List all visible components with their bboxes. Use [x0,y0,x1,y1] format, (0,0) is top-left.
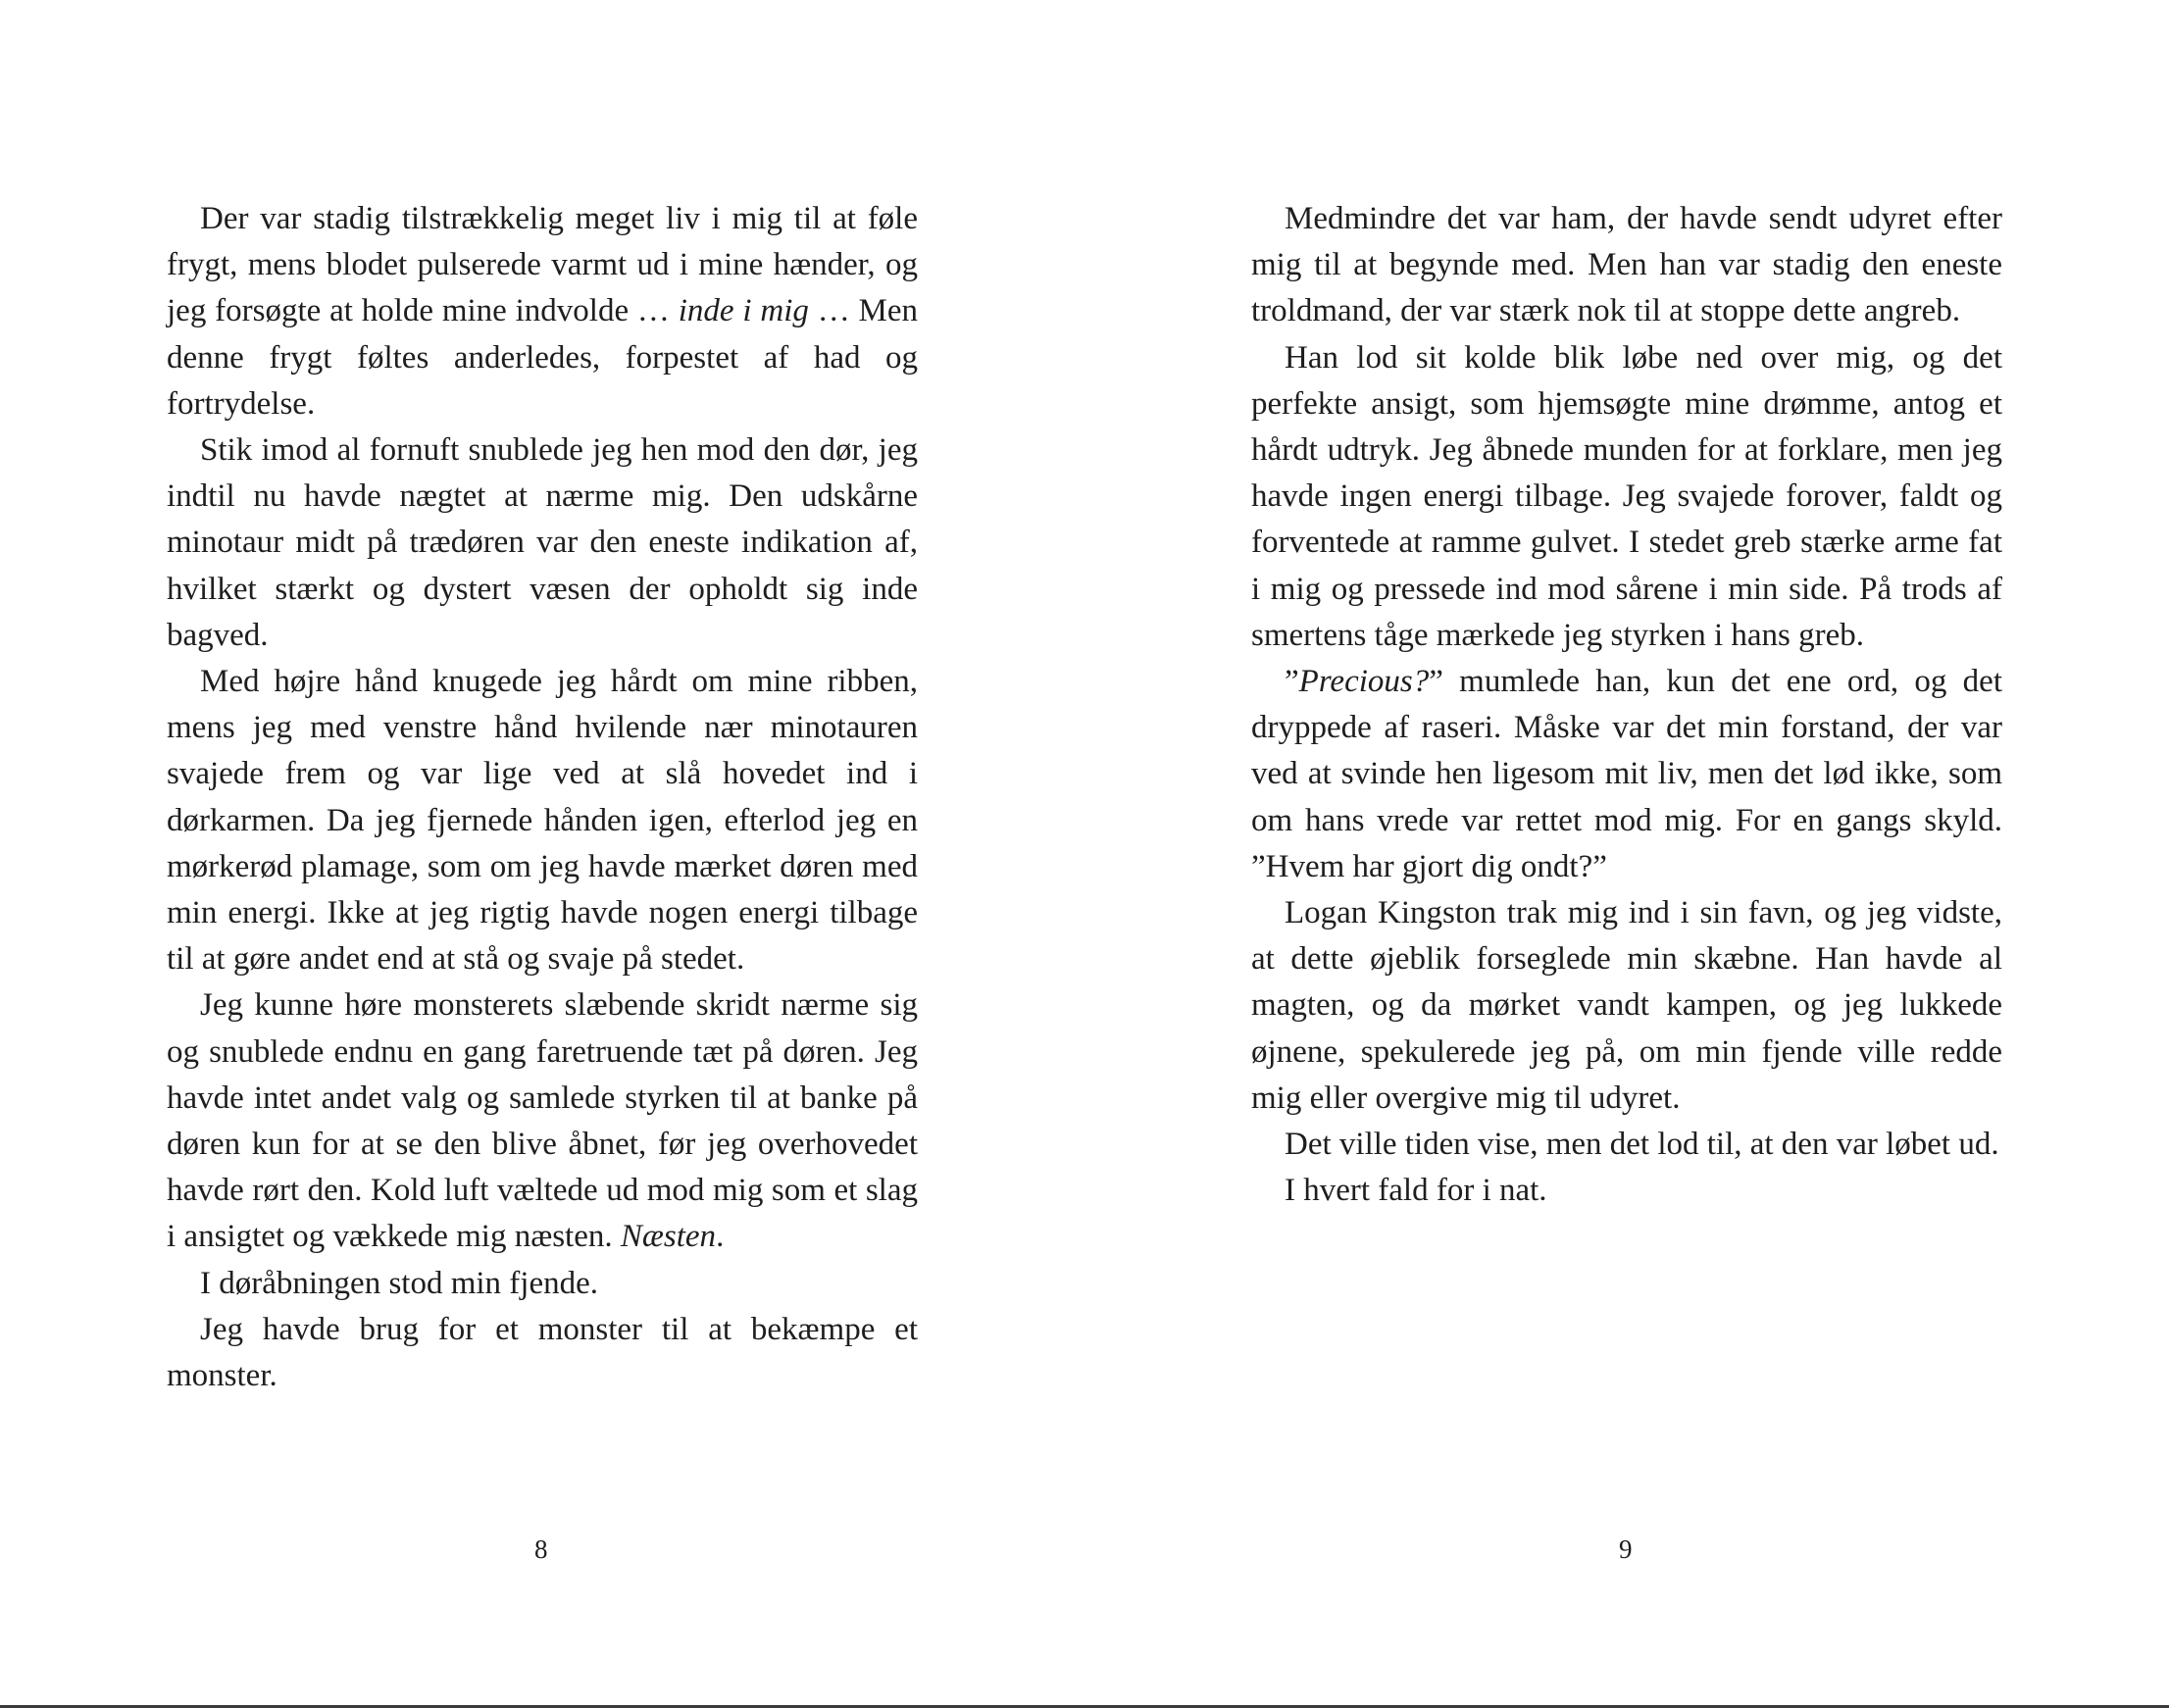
paragraph: Han lod sit kolde blik løbe ned over mig, og det perfekte ansigt, som hjemsøgte mine drømme, antog et hårdt udtryk. Jeg åbnede munden for at forklare, men jeg havde ingen energi tilbage. Jeg svajede forover, faldt og forventede at ramme gulvet. I stedet greb stærke arme fat i mig og pressede ind mod sårene i min side. På trods af smertens tåge mærkede jeg styrken i hans greb. [1251,339,2002,653]
left-page-text [167,196,918,1399]
paragraph: Medmindre det var ham, der havde sendt udyret efter mig til at begynde med. Men han var stadig den eneste troldmand, der var stærk nok til at stoppe dette angreb. [1251,201,2002,329]
right-page [1084,0,2169,1708]
paragraph: Med højre hånd knugede jeg hårdt om mine ribben, mens jeg med venstre hånd hvilende nær minotauren svajede frem og var lige ved at slå hovedet ind i dørkarmen. Da jeg fjernede hånden igen, efterlod jeg en mørkerød plamage, som om jeg havde mærket døren med min energi. Ikke at jeg rigtig havde nogen energi tilbage til at gøre andet end at stå og svaje på stedet. [167,664,918,978]
paragraph: I døråbningen stod min fjende. [200,1265,598,1301]
italic-text: Næsten [620,1219,717,1255]
paragraph: Jeg havde brug for et monster til at bekæmpe et monster. [167,1311,918,1394]
paragraph: I hvert fald for i nat. [1285,1173,1547,1209]
italic-text: Precious? [1298,664,1430,700]
page-number-9: 9 [1619,1534,1633,1564]
paragraph: Jeg kunne høre monsterets slæbende skridt nærme sig og snublede endnu en gang faretruende tæt på døren. Jeg havde intet andet valg og samlede styrken til at banke på døren kun for at se den blive åbnet, før jeg overhovedet havde rørt den. Kold luft væltede ud mod mig som et slag i ansigtet og vækkede mig næsten. Næsten. [167,987,918,1255]
paragraph: Der var stadig tilstrækkelig meget liv i mig til at føle frygt, mens blodet pulserede varmt ud i mine hænder, og jeg forsøgte at holde mine indvolde … inde i mig … Men denne frygt føltes anderledes, forpestet af had og fortrydelse. [167,201,918,422]
right-page-text [1251,196,2002,1214]
paragraph: Det ville tiden vise, men det lod til, at den var løbet ud. [1285,1127,1999,1163]
paragraph: ”Precious?” mumlede han, kun det ene ord, og det dryppede af raseri. Måske var det min forstand, der var ved at svinde hen ligesom mit liv, men det lød ikke, som om hans vrede var rettet mod mig. For en gangs skyld. ”Hvem har gjort dig ondt?” [1251,664,2002,884]
italic-text: inde i mig [678,293,809,329]
paragraph: Logan Kingston trak mig ind i sin favn, og jeg vidste, at dette øjeblik forseglede min skæbne. Han havde al magten, og da mørket vandt kampen, og jeg lukkede øjnene, spekulerede jeg på, om min fjende ville redde mig eller overgive mig til udyret. [1251,895,2002,1116]
left-page [0,0,1084,1708]
page-number-8: 8 [534,1534,548,1564]
paragraph: Stik imod al fornuft snublede jeg hen mod den dør, jeg indtil nu havde nægtet at nærme mig. Den udskårne minotaur midt på trædøren var den eneste indikation af, hvilket stærkt og dystert væsen der opholdt sig inde bagved. [167,432,918,653]
